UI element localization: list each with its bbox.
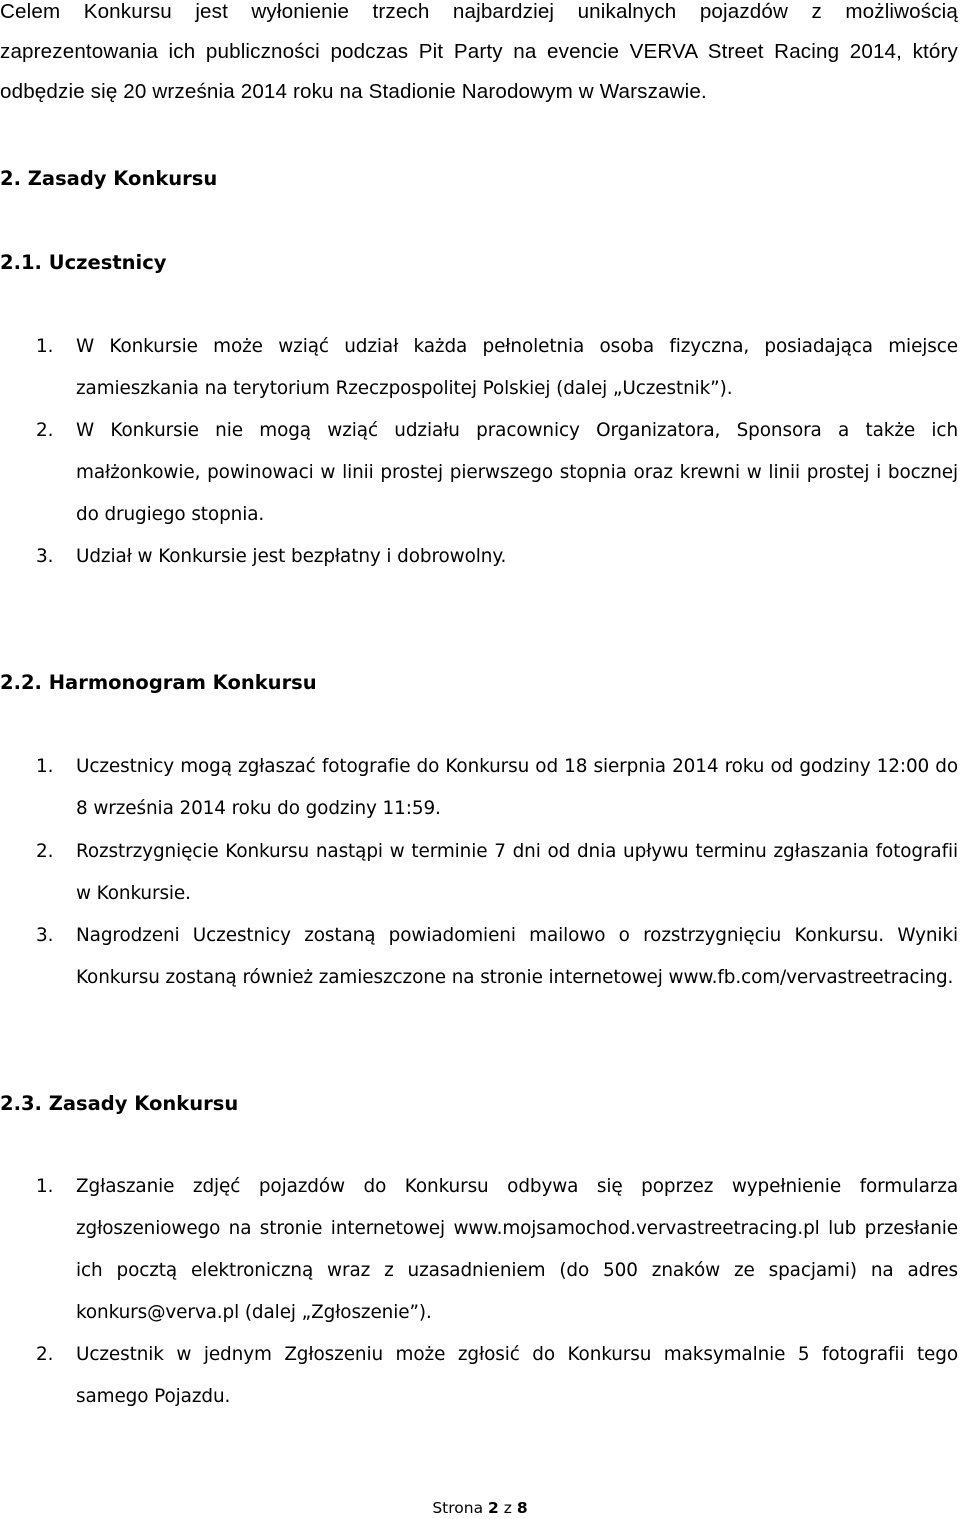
list-item-number: 3. [36,546,54,567]
list-item-number: 3. [36,925,54,946]
list-item-number: 2. [36,420,54,441]
list-item-text: Nagrodzeni Uczestnicy zostaną powiadomieni mailowo o rozstrzygnięciu Konkursu. Wyniki Konkursu zostaną również zamieszczone na stronie internetowej www.fb.com/vervastreetracing. [76,925,958,988]
list-item [0,410,958,536]
list-item-number: 2. [36,1344,54,1365]
list-item-number: 1. [36,756,54,777]
list-item-text: Uczestnicy mogą zgłaszać fotografie do Konkursu od 18 sierpnia 2014 roku od godziny 12:00 do 8 września 2014 roku do godziny 11:59. [76,756,958,819]
section-heading-zasady-konkursu: 2.3. Zasady Konkursu [0,1092,239,1115]
footer-prefix: Strona [432,1499,484,1517]
intro-paragraph: Celem Konkursu jest wyłonienie trzech najbardziej unikalnych pojazdów z możliwością zaprezentowania ich publiczności podczas Pit Party na evencie VERVA Street Racing 2014, który odbędzie się 20 września 2014 roku na Stadionie Narodowym w Warszawie. [0,0,958,103]
list-item [0,326,958,410]
list-item [0,915,958,999]
page-footer [0,1497,960,1519]
list-item-text: W Konkursie może wziąć udział każda pełnoletnia osoba fizyczna, posiadająca miejsce zamieszkania na terytorium Rzeczpospolitej Polskiej (dalej „Uczestnik”). [76,336,958,399]
list-item-number: 1. [36,1176,54,1197]
list-item-number: 1. [36,336,54,357]
list-item-text: W Konkursie nie mogą wziąć udziału pracownicy Organizatora, Sponsora a także ich małżonkowie, powinowaci w linii prostej pierwszego stopnia oraz krewni w linii prostej i bocznej do drugiego stopnia. [76,420,958,525]
footer-total-pages: 8 [516,1499,528,1517]
list-item-text: Uczestnik w jednym Zgłoszeniu może zgłosić do Konkursu maksymalnie 5 fotografii tego samego Pojazdu. [76,1344,958,1407]
section-heading-zasady: 2. Zasady Konkursu [0,167,218,190]
footer-separator: z [503,1499,512,1517]
list-item-text: Rozstrzygnięcie Konkursu nastąpi w terminie 7 dni od dnia upływu terminu zgłaszania fotografii w Konkursie. [76,841,958,904]
list-item [0,746,958,830]
list-item [0,1334,958,1418]
section-heading-harmonogram: 2.2. Harmonogram Konkursu [0,671,317,694]
list-item [0,1166,958,1334]
section-heading-uczestnicy: 2.1. Uczestnicy [0,251,167,274]
list-item [0,536,958,578]
footer-current-page: 2 [488,1499,499,1517]
list-item-text: Zgłaszanie zdjęć pojazdów do Konkursu odbywa się poprzez wypełnienie formularza zgłoszeniowego na stronie internetowej www.mojsamochod.vervastreetracing.pl lub przesłanie ich pocztą elektroniczną wraz z uzasadnieniem (do 500 znaków ze spacjami) na adres konkurs@verva.pl (dalej „Zgłoszenie”). [76,1176,958,1323]
list-item-number: 2. [36,841,54,862]
list-item-text: Udział w Konkursie jest bezpłatny i dobrowolny. [76,546,507,567]
list-item [0,831,958,915]
